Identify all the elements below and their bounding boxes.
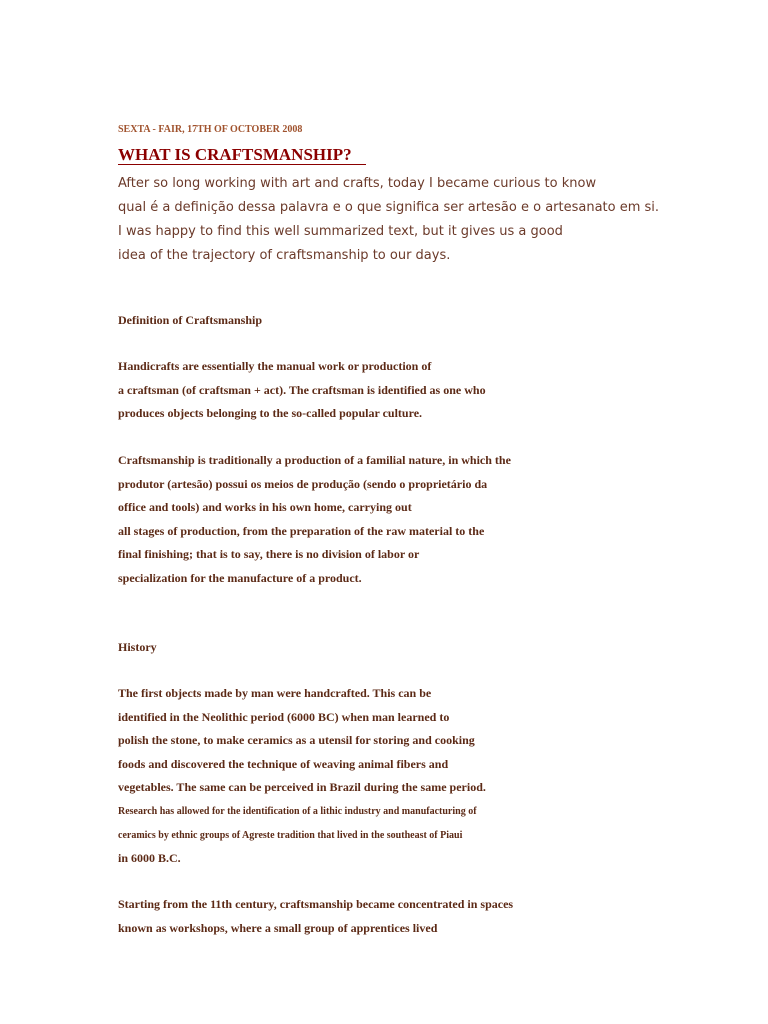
text-line: polish the stone, to make ceramics as a utensil for storing and cooking	[118, 733, 475, 748]
definition-paragraph-2	[118, 449, 511, 591]
history-paragraph-1	[118, 682, 486, 871]
text-line: in 6000 B.C.	[118, 851, 181, 866]
text-line: ceramics by ethnic groups of Agreste tradition that lived in the southeast of Piaui	[118, 829, 463, 841]
text-line: known as workshops, where a small group of apprentices lived	[118, 920, 438, 935]
history-paragraph-2	[118, 893, 513, 940]
text-line: Starting from the 11th century, craftsmanship became concentrated in spaces	[118, 897, 514, 911]
text-line: foods and discovered the technique of weaving animal fibers and	[118, 756, 449, 771]
text-line: The first objects made by man were handcrafted. This can be	[118, 686, 432, 700]
intro-line: I was happy to find this well summarized text, but it gives us a good	[118, 224, 563, 239]
text-line: office and tools) and works in his own home, carrying out	[118, 500, 412, 515]
text-line: Handicrafts are essentially the manual work or production of	[118, 359, 432, 373]
intro-paragraph	[118, 172, 659, 268]
text-line: Research has allowed for the identification of a lithic industry and manufacturing of	[118, 805, 477, 817]
post-title[interactable]: WHAT IS CRAFTSMANSHIP?	[118, 145, 366, 165]
text-line: produces objects belonging to the so-called popular culture.	[118, 406, 423, 421]
text-line: vegetables. The same can be perceived in Brazil during the same period.	[118, 780, 486, 795]
intro-line: qual é a definição dessa palavra e o que significa ser artesão e o artesanato em si.	[118, 200, 660, 215]
history-heading: History	[118, 640, 157, 654]
text-line: all stages of production, from the preparation of the raw material to the	[118, 523, 485, 538]
text-line: specialization for the manufacture of a product.	[118, 570, 362, 585]
text-line: produtor (artesão) possui os meios de produção (sendo o proprietário da	[118, 476, 488, 491]
text-line: Craftsmanship is traditionally a production of a familial nature, in which the	[118, 453, 511, 467]
definition-heading: Definition of Craftsmanship	[118, 313, 263, 327]
text-line: a craftsman (of craftsman + act). The craftsman is identified as one who	[118, 382, 486, 397]
text-line: identified in the Neolithic period (6000 BC) when man learned to	[118, 709, 450, 724]
intro-line: idea of the trajectory of craftsmanship to our days.	[118, 248, 451, 263]
definition-paragraph-1	[118, 355, 486, 426]
intro-line: After so long working with art and crafts, today I became curious to know	[118, 176, 597, 191]
post-date: SEXTA - FAIR, 17TH OF OCTOBER 2008	[118, 124, 303, 135]
text-line: final finishing; that is to say, there is no division of labor or	[118, 547, 420, 562]
